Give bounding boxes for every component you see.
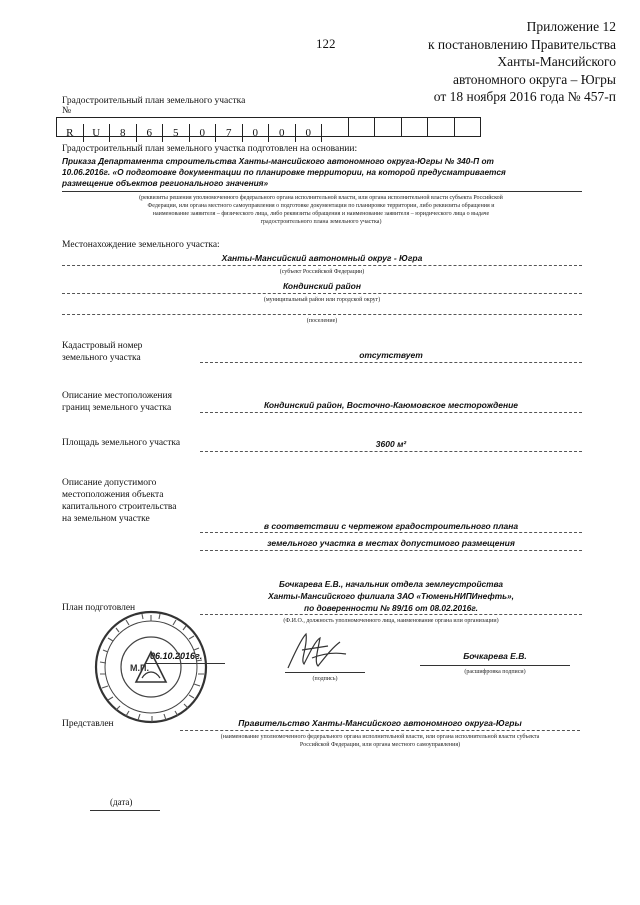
prepared-line-2: Ханты-Мансийского филиала ЗАО «ТюменьНИПИнефть», xyxy=(268,591,514,601)
plan-code-cell: 0 xyxy=(190,124,217,142)
settlement-caption: (поселение) xyxy=(306,318,338,324)
placement-label-2: местоположения объекта xyxy=(62,490,164,500)
plan-code-grid xyxy=(56,117,481,137)
presented-label: Представлен xyxy=(62,719,114,729)
appendix-line-2: к постановлению Правительства xyxy=(427,36,616,52)
settlement-underline xyxy=(62,314,582,315)
basis-line-1: Приказа Департамента строительства Ханты-мансийского автономного округа-Югры № 340-П от xyxy=(62,156,494,166)
district-caption: (муниципальный район или городской округ) xyxy=(263,297,381,303)
placement-label-4: на земельном участке xyxy=(62,514,150,524)
cadastral-label-2: земельного участка xyxy=(62,353,141,363)
appendix-line-4: автономного округа – Югры xyxy=(453,71,616,87)
boundaries-label-2: границ земельного участка xyxy=(62,403,172,413)
signature-scribble xyxy=(282,630,352,676)
appendix-line-5: от 18 ноября 2016 года № 457-п xyxy=(433,89,616,104)
presented-caption xyxy=(180,733,580,749)
appendix-line-1: Приложение 12 xyxy=(526,19,616,34)
area-underline xyxy=(200,451,582,452)
placement-underline-1 xyxy=(200,532,582,533)
plan-code-cell: 5 xyxy=(163,124,190,142)
plan-code-cell: 7 xyxy=(216,124,243,142)
cadastral-label xyxy=(62,340,142,364)
basis-caption xyxy=(56,194,586,226)
placement-value-2: земельного участка в местах допустимого размещения xyxy=(267,538,515,548)
plan-code-cell xyxy=(428,118,455,136)
plan-code-cell: R xyxy=(57,124,84,142)
plan-code-cell xyxy=(349,118,376,136)
boundaries-value: Кондинский район, Восточно-Каюмовское месторождение xyxy=(263,400,519,410)
plan-code-cell: 0 xyxy=(269,124,296,142)
basis-line-3: размещение объектов регионального значения» xyxy=(62,178,269,188)
plan-code-cell xyxy=(375,118,402,136)
plan-number-sign: № xyxy=(62,106,72,116)
subject-underline xyxy=(62,265,582,266)
signer-name-underline xyxy=(420,665,570,666)
seal-mp: М.П. xyxy=(130,663,149,673)
location-district: Кондинский район xyxy=(282,281,362,291)
cadastral-underline xyxy=(200,362,582,363)
area-label: Площадь земельного участка xyxy=(62,438,181,448)
plan-code-cell: 0 xyxy=(296,124,323,142)
plan-code-cell: 8 xyxy=(110,124,137,142)
plan-code-cell: 6 xyxy=(137,124,164,142)
prepared-underline xyxy=(200,614,582,615)
location-label: Местонахождение земельного участка: xyxy=(62,240,220,250)
basis-caption-1: (реквизиты решения уполномоченного федерального органа исполнительной власти, или органа исполнительной власти субъекта Российской xyxy=(139,195,503,201)
cadastral-label-1: Кадастровый номер xyxy=(62,341,143,351)
placement-label-1: Описание допустимого xyxy=(62,478,157,488)
basis-line-2: 10.06.2016г. «О подготовке документации по планировке территории, на которой предусматривается xyxy=(62,167,506,177)
presented-underline xyxy=(180,730,580,731)
prepared-line-3: по доверенности № 89/16 от 08.02.2016г. xyxy=(304,603,478,613)
boundaries-label xyxy=(62,390,172,414)
signer-name: Бочкарева Е.В. xyxy=(463,651,527,661)
boundaries-underline xyxy=(200,412,582,413)
appendix-line-3: Ханты-Мансийского xyxy=(497,54,616,69)
placement-label-3: капитального строительства xyxy=(62,502,177,512)
prepared-label: План подготовлен xyxy=(62,603,136,613)
subject-caption: (субъект Российской Федерации) xyxy=(279,269,365,275)
basis-text xyxy=(62,156,582,189)
area-value: 3600 м² xyxy=(375,439,407,449)
boundaries-label-1: Описание местоположения xyxy=(62,391,172,401)
basis-label: Градостроительный план земельного участка подготовлен на основании: xyxy=(62,144,358,154)
cadastral-value: отсутствует xyxy=(359,350,423,360)
district-underline xyxy=(62,293,582,294)
basis-caption-2: Федерации, или органа местного самоуправления о подготовке документации по планировке территории, либо реквизиты обращения и xyxy=(147,203,495,209)
plan-code-cell: U xyxy=(84,124,111,142)
prepared-by xyxy=(200,578,582,614)
presented-value: Правительство Ханты-Мансийского автономного округа-Югры xyxy=(238,718,522,728)
basis-underline xyxy=(62,191,582,192)
location-subject: Ханты-Мансийский автономный округ - Югра xyxy=(221,253,423,263)
signature-caption: (подпись) xyxy=(312,676,338,682)
plan-title: Градостроительный план земельного участка xyxy=(62,96,246,106)
prepared-date: 06.10.2016г. xyxy=(150,651,203,661)
signer-name-caption: (расшифровка подписи) xyxy=(464,669,526,675)
prepared-line-1: Бочкарева Е.В., начальник отдела землеустройства xyxy=(278,579,504,589)
signature-underline xyxy=(285,672,365,673)
placement-underline-2 xyxy=(200,550,582,551)
placement-label xyxy=(62,477,176,525)
plan-code-cell xyxy=(455,118,482,136)
plan-code-cell xyxy=(402,118,429,136)
plan-code-cell xyxy=(322,118,349,136)
date-field-underline xyxy=(90,810,160,811)
page-number: 122 xyxy=(316,36,336,51)
appendix-header xyxy=(356,18,616,106)
placement-value-1: в соответствии с чертежом градостроительного плана xyxy=(263,521,519,531)
date-caption: (дата) xyxy=(110,797,133,807)
prepared-caption: (Ф.И.О., должность уполномоченного лица, наименование органа или организации) xyxy=(283,618,499,624)
presented-caption-1: (наименование уполномоченного федерального органа исполнительной власти, или органа исполнительной власти субъекта xyxy=(220,734,540,740)
official-seal-stamp xyxy=(92,608,210,726)
presented-caption-2: Российской Федерации, или органа местного самоуправления) xyxy=(299,742,461,748)
basis-caption-4: градостроительного плана земельного участка) xyxy=(260,219,382,225)
plan-code-cell: 0 xyxy=(243,124,270,142)
basis-caption-3: наименование заявителя – физического лица, либо реквизиты обращения и наименование заявителя – юридического лица о выдаче xyxy=(152,211,490,217)
